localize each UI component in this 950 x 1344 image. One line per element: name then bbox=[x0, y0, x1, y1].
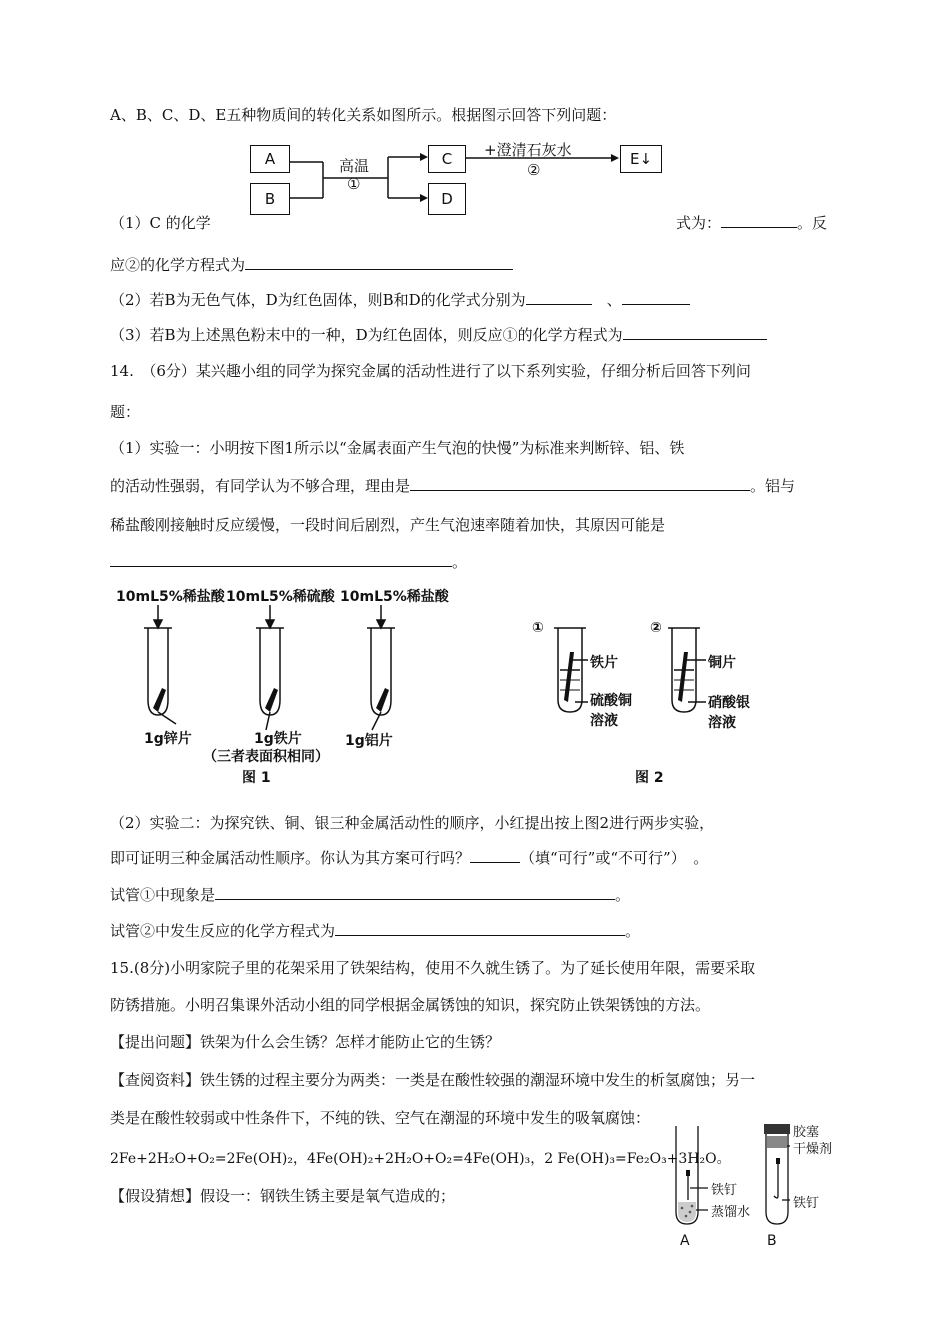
metal-label-2: 1g铁片 bbox=[254, 731, 302, 747]
q15-b: 防锈措施。小明召集课外活动小组的同学根据金属锈蚀的知识，探究防止铁架锈蚀的方法。 bbox=[110, 996, 711, 1014]
box-e: E↓ bbox=[620, 145, 662, 173]
q14-1-c: 。铝与 bbox=[750, 477, 796, 495]
q15-a: 15.(8分)小明家院子里的花架采用了铁架结构，使用不久就生锈了。为了延长使用年限，需要采取 bbox=[110, 959, 756, 977]
q14-2-c: （填“可行”或“不可行”） 。 bbox=[520, 849, 709, 867]
q14-2-b: 即可证明三种金属活动性顺序。你认为其方案可行吗？ bbox=[110, 849, 471, 867]
q14-2-d: 试管①中现象是 bbox=[110, 886, 216, 904]
fig1-caption: 图 1 bbox=[242, 770, 271, 786]
q14-1-e: 。 bbox=[452, 553, 468, 571]
fig3-b: B bbox=[767, 1233, 777, 1249]
q13-1-a: （1）C 的化学 bbox=[110, 214, 211, 232]
metal-label-1: 1g锌片 bbox=[144, 731, 192, 747]
q14-head2: 题： bbox=[110, 403, 141, 421]
step-1: ① bbox=[347, 175, 361, 193]
q14-2-a: （2）实验二：为探究铁、铜、银三种金属活动性的顺序，小红提出按上图2进行两步实验， bbox=[110, 814, 715, 832]
fig3-b-stopper: 胶塞 bbox=[793, 1125, 820, 1140]
q14-2-f: 试管②中发生反应的化学方程式为 bbox=[110, 922, 336, 940]
fig2-caption: 图 2 bbox=[635, 770, 664, 786]
metal-label-3: 1g铝片 bbox=[345, 733, 393, 749]
q15-d: 【查阅资料】铁生锈的过程主要分为两类：一类是在酸性较强的潮湿环境中发生的析氢腐蚀；另一 bbox=[110, 1071, 756, 1089]
box-b: B bbox=[250, 183, 290, 215]
q14-2-e: 。 bbox=[615, 886, 631, 904]
q14-head: 14. （6分）某兴趣小组的同学为探究金属的活动性进行了以下系列实验，仔细分析后回答下列问 bbox=[110, 362, 751, 380]
q13-3: （3）若B为上述黑色粉末中的一种，D为红色固体，则反应①的化学方程式为 bbox=[110, 326, 623, 344]
q14-2-g: 。 bbox=[625, 922, 641, 940]
fig2-metal-1: 铁片 bbox=[590, 655, 618, 671]
q13-2: （2）若B为无色气体，D为红色固体，则B和D的化学式分别为 bbox=[110, 291, 526, 309]
fig1-note: （三者表面积相同） bbox=[203, 749, 329, 765]
fig2-sol-1a: 硫酸铜 bbox=[590, 693, 632, 709]
fig3-a-water: 蒸馏水 bbox=[711, 1205, 751, 1220]
fig3-b-dry: 干燥剂 bbox=[793, 1142, 833, 1157]
q14-1-d: 稀盐酸刚接触时反应缓慢，一段时间后剧烈，产生气泡速率随着加快，其原因可能是 bbox=[110, 516, 666, 534]
q13-1-d: 应②的化学方程式为 bbox=[110, 256, 246, 274]
box-c: C bbox=[428, 145, 466, 173]
q15-c: 【提出问题】铁架为什么会生锈？怎样才能防止它的生锈？ bbox=[110, 1033, 501, 1051]
cond-high-temp: 高温 bbox=[339, 157, 370, 175]
acid-label-3: 10mL5%稀盐酸 bbox=[340, 589, 449, 605]
step-2: ② bbox=[527, 161, 541, 179]
acid-label-1: 10mL5%稀盐酸 bbox=[116, 589, 225, 605]
acid-label-2: 10mL5%稀硫酸 bbox=[226, 589, 335, 605]
fig2-sol-2b: 溶液 bbox=[708, 715, 736, 731]
fig2-metal-2: 铜片 bbox=[708, 655, 736, 671]
box-a: A bbox=[250, 145, 290, 173]
fig2-num-2: ② bbox=[650, 620, 662, 636]
q13-2-sep: 、 bbox=[606, 291, 622, 309]
box-d: D bbox=[428, 183, 466, 215]
q13-1-c: 。反 bbox=[797, 214, 828, 232]
fig2-num-1: ① bbox=[532, 620, 544, 636]
q14-1-b: 的活动性强弱，有同学认为不够合理，理由是 bbox=[110, 477, 411, 495]
cond-limewater: +澄清石灰水 bbox=[484, 141, 572, 159]
fig2-sol-2a: 硝酸银 bbox=[708, 695, 750, 711]
fig2-sol-1b: 溶液 bbox=[590, 713, 618, 729]
q14-1-a: （1）实验一：小明按下图1所示以“金属表面产生气泡的快慢”为标准来判断锌、铝、铁 bbox=[110, 439, 685, 457]
q15-f: 2Fe+2H₂O+O₂=2Fe(OH)₂，4Fe(OH)₂+2H₂O+O₂=4Fe(OH)₃，2 Fe(OH)₃=Fe₂O₃+3H₂O。 bbox=[110, 1151, 731, 1167]
intro-text: A、B、C、D、E五种物质间的转化关系如图所示。根据图示回答下列问题： bbox=[110, 106, 617, 124]
fig3-a: A bbox=[680, 1233, 690, 1249]
q15-e: 类是在酸性较弱或中性条件下，不纯的铁、空气在潮湿的环境中发生的吸氧腐蚀： bbox=[110, 1109, 651, 1127]
q13-1-b: 式为： bbox=[676, 214, 722, 232]
fig3-b-nail: 铁钉 bbox=[793, 1196, 820, 1211]
q15-g: 【假设猜想】假设一：钢铁生锈主要是氧气造成的； bbox=[110, 1187, 456, 1205]
fig3-a-nail: 铁钉 bbox=[711, 1183, 738, 1198]
